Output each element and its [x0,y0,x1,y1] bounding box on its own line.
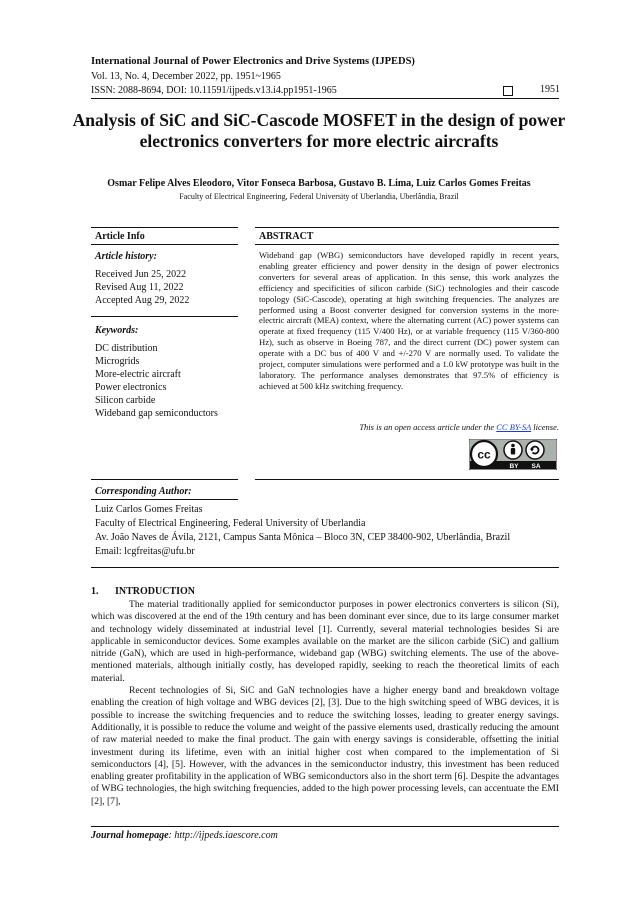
affiliation: Faculty of Electrical Engineering, Federal University of Uberlandia, Uberlândia, Brazil [179,192,459,201]
history-accepted: Accepted Aug 29, 2022 [95,295,190,306]
footer-rule [91,826,559,827]
homepage-url: : http://ijpeds.iaescore.com [168,830,278,841]
page-number: 1951 [540,84,560,95]
history-rule [91,316,238,317]
license-suffix: license. [531,422,559,432]
share-alike-icon [526,441,544,459]
abstract-top-rule [255,227,559,228]
keyword-item: Power electronics [95,382,167,393]
square-icon [503,86,513,96]
license-prefix: This is an open access article under the [359,422,497,432]
keyword-item: Microgrids [95,356,140,367]
section-heading-introduction [91,586,195,597]
article-history [95,268,189,307]
abstract-text: Wideband gap (WBG) semiconductors have developed rapidly in recent years, enabling greater efficiency and power density in the design of power electronics converters for several areas of application. In this sense, this work analyzes the efficiency and specificities of silicon carbide (SiC) technologies and their cascode topology (SiC-Cascode), operating at high switching frequencies. The analyzes are performed using a Boost converter designed for conversion systems in the more-electric aircraft (MEA) context, where the alternating current (AC) power systems can operate at fixed frequency (115 V/400 Hz), or at variable frequency (115 V/360-800 Hz), such as observe in Boeing 787, and the direct current (DC) power system can operate with a DC bus of 400 V and +/-270 V are normally used. To validate the project, computer simulations were performed and a 1.0 kW prototype was built in the laboratory. The performance analyses demonstrates that 97.5% of efficiency is achieved at 500 kHz switching frequency. [259,250,559,391]
keyword-item: Silicon carbide [95,395,156,406]
article-history-heading: Article history: [95,251,157,262]
issn-doi-line: ISSN: 2088-8694, DOI: 10.11591/ijpeds.v13.i4.pp1951-1965 [91,85,337,96]
cc-by-sa-badge-icon[interactable] [469,439,557,470]
paragraph: Recent technologies of Si, SiC and GaN technologies have a higher energy band and breakdown voltage enabling the creation of high voltage and WBG devices [2], [3]. Due to the high switching speed of WBG devices, it is possible to increase the switching frequencies and to reduce the switching losses, leading to greater energy savings. Additionally, it is possible to reduce the volume and weight of the passive elements used, drastically reducing the amount of raw material needed to make the final product. The gain with energy savings is considerable, offsetting the initial investment during its lifetime, even with an initial higher cost when compared to the implementation of Si semiconductors [4], [5]. However, with the advances in the semiconductor industry, this investment has been reduced enabling greater profitability in the application of WBG semiconductors also in the short term [6]. Despite the advantages of WBG technologies, the high switching frequencies, added to the high power processing levels, can accentuate the EMI [2], [7], [91,685,559,807]
abstract-heading: ABSTRACT [259,231,314,242]
info-bottom-rule [91,479,238,480]
svg-text:cc: cc [477,447,491,462]
abstract-bottom-rule [255,479,559,480]
badge-sa-label: SA [531,463,541,470]
section-title: INTRODUCTION [115,586,196,597]
journal-homepage[interactable] [91,830,278,841]
history-revised: Revised Aug 11, 2022 [95,282,184,293]
corr-name: Luiz Carlos Gomes Freitas [95,504,203,515]
keyword-item: More-electric aircraft [95,369,181,380]
section-number: 1. [91,586,99,597]
homepage-label: Journal homepage [91,830,169,841]
license-note [259,422,559,432]
header-rule [91,98,559,99]
volume-line: Vol. 13, No. 4, December 2022, pp. 1951~1965 [91,71,281,82]
keyword-item: Wideband gap semiconductors [95,408,218,419]
corr-faculty: Faculty of Electrical Engineering, Federal University of Uberlandia [95,518,366,529]
info-top-rule [91,227,238,228]
corr-head-rule [91,499,238,500]
corresponding-author-details [95,503,510,559]
author-list: Osmar Felipe Alves Eleodoro, Vitor Fonseca Barbosa, Gustavo B. Lima, Luiz Carlos Gomes Freitas [107,178,531,189]
keywords-heading: Keywords: [95,325,139,336]
corr-email: Email: lcgfreitas@ufu.br [95,546,195,557]
journal-name: International Journal of Power Electronics and Drive Systems (IJPEDS) [91,56,415,67]
keyword-list [95,342,218,420]
article-info-heading: Article Info [95,231,145,242]
keyword-item: DC distribution [95,343,158,354]
cc-by-sa-link[interactable]: CC BY-SA [496,422,532,432]
front-matter-rule [91,567,559,568]
badge-by-label: BY [509,463,519,470]
abstract-head-rule [255,244,559,245]
corresponding-author-heading: Corresponding Author: [95,486,192,497]
corr-address: Av. João Naves de Ávila, 2121, Campus Santa Mônica – Bloco 3N, CEP 38400-902, Uberlândia, Brazil [95,532,511,543]
paper-title: Analysis of SiC and SiC-Cascode MOSFET in the design of power electronics converters for more electric aircrafts [72,110,566,151]
info-head-rule [91,244,238,245]
history-received: Received Jun 25, 2022 [95,269,187,280]
introduction-body [91,599,559,808]
paragraph: The material traditionally applied for semiconductor purposes in power electronics converters is silicon (Si), which was discovered at the end of the 19th century and has been dominant ever since, due to its large consumer market and technology widely disseminated at industrial level [1]. Currently, several material technologies besides Si are applicable in semiconductor devices. Some examples available on the market are the silicon carbide (SiC) and gallium nitride (GaN), which are used in high-performance, wideband gap (WBG) switching elements. The use of the above-mentioned materials, although initially costly, has developed rapidly, seeking to reach the theoretical limits of each material. [91,599,559,684]
